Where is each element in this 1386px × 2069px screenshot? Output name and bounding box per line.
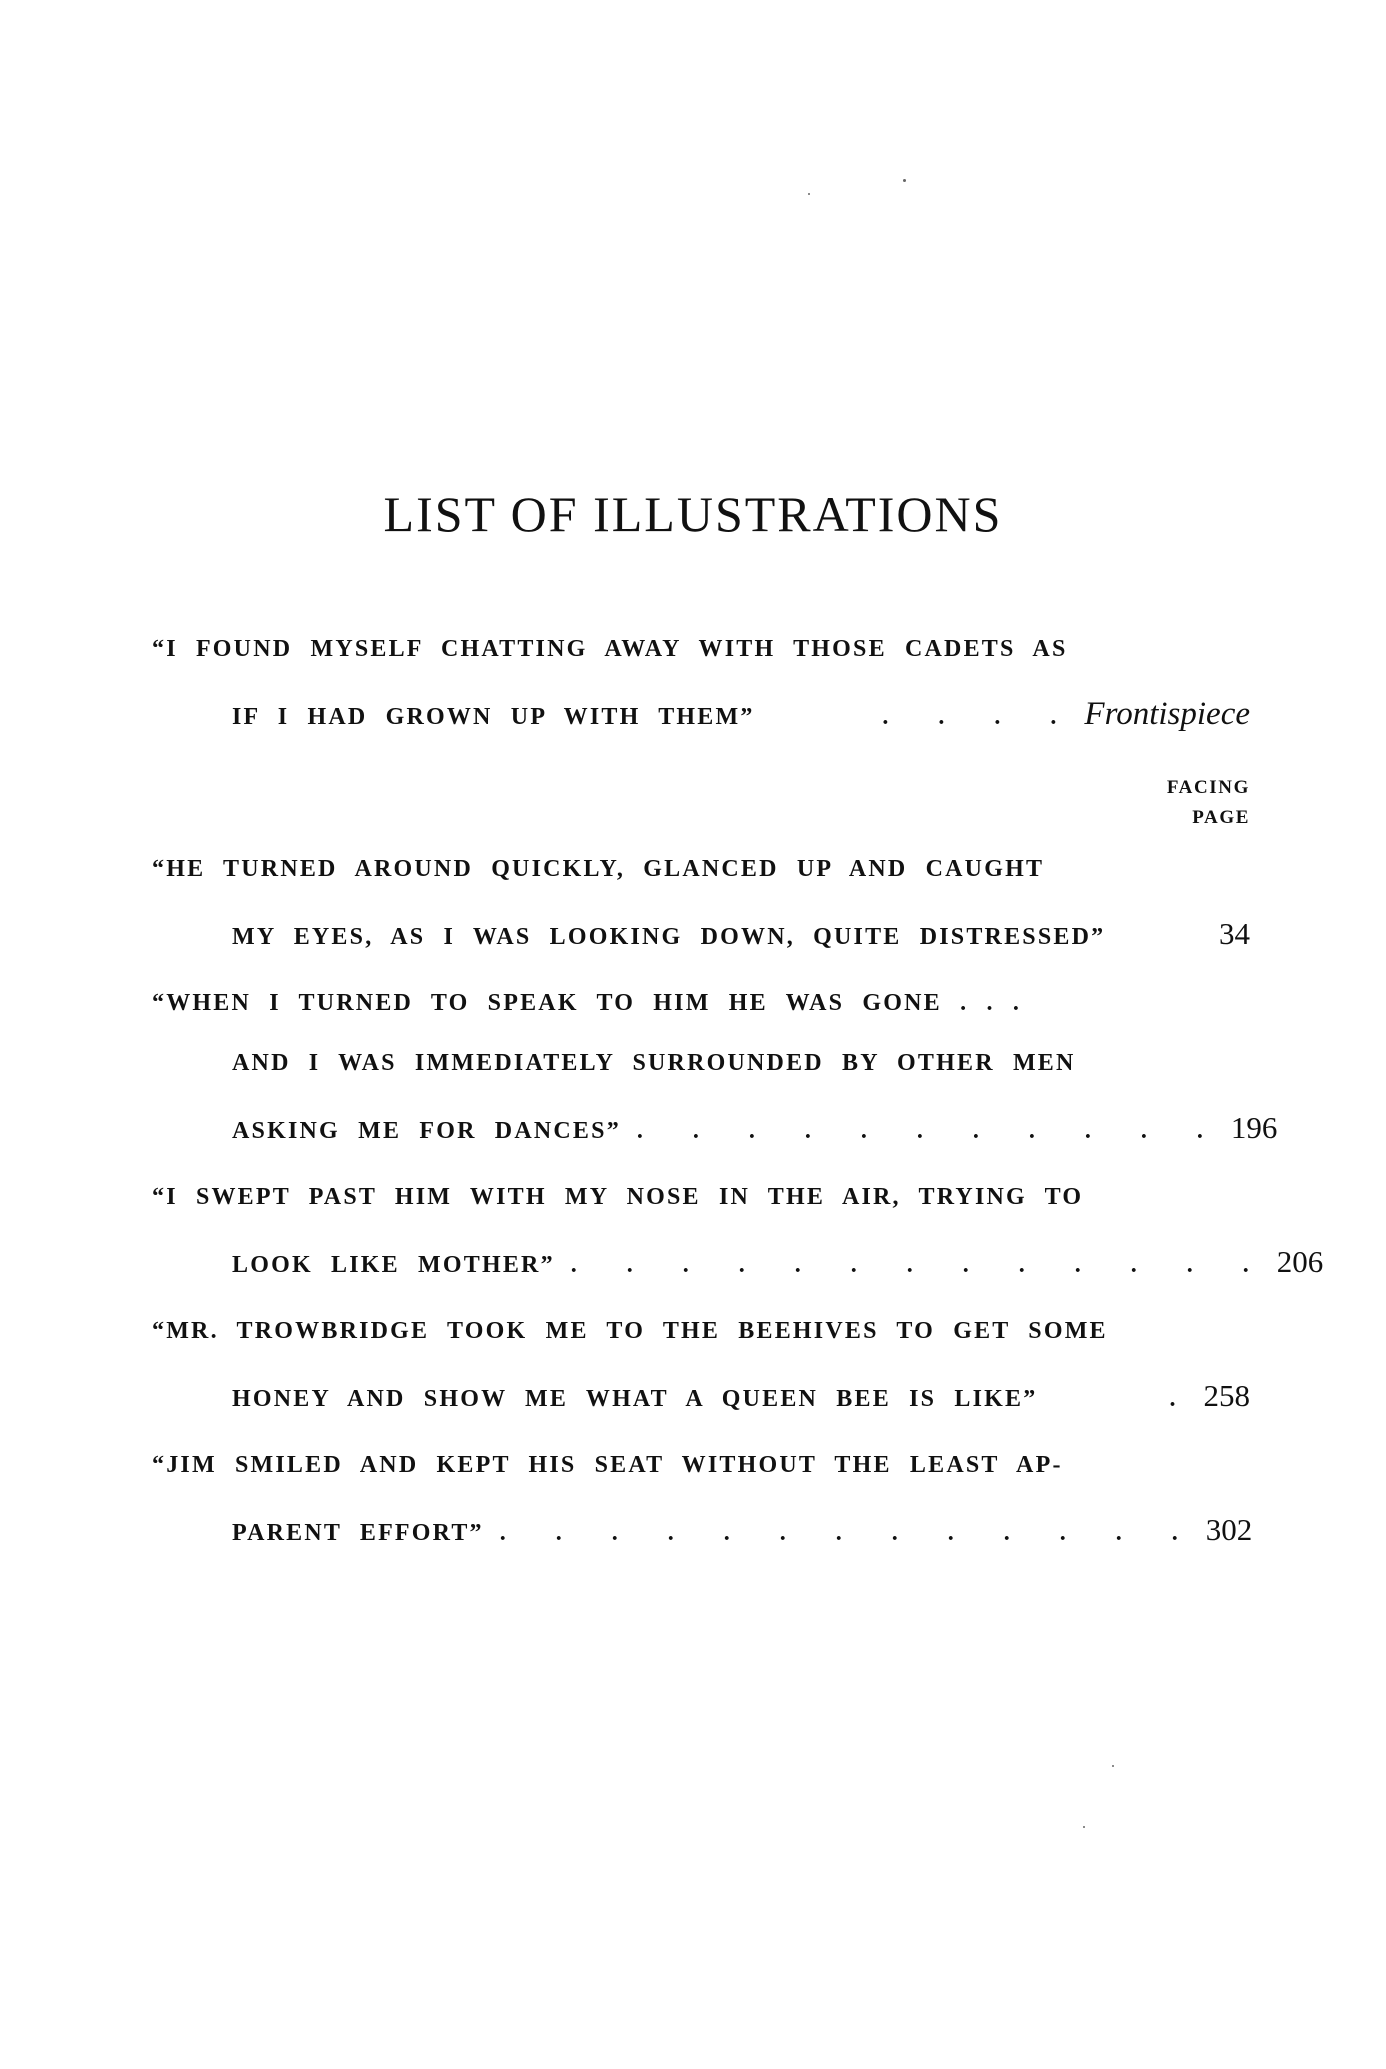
caption-text: IF I HAD GROWN UP WITH THEM” — [232, 704, 755, 730]
caption-text: AND I WAS IMMEDIATELY SURROUNDED BY OTHER MEN — [232, 1050, 1076, 1076]
illustration-caption-line — [152, 1318, 1250, 1345]
leader-dots: . . . . — [882, 704, 1079, 730]
page-number: 196 — [1230, 1110, 1278, 1145]
page-number: 302 — [1205, 1512, 1253, 1547]
illustration-caption-line — [152, 990, 1250, 1017]
page-label: PAGE — [1192, 807, 1250, 828]
illustration-caption-line — [232, 1244, 1324, 1280]
paper-speck — [1112, 1765, 1114, 1767]
illustration-caption-line — [232, 1512, 1253, 1548]
illustration-caption-line — [152, 1452, 1250, 1479]
page-number: 206 — [1276, 1244, 1324, 1279]
caption-text: “HE TURNED AROUND QUICKLY, GLANCED UP AND CAUGHT — [152, 856, 1045, 882]
page-number: 258 — [1203, 1378, 1250, 1413]
caption-text: “MR. TROWBRIDGE TOOK ME TO THE BEEHIVES TO GET SOME — [152, 1318, 1108, 1344]
caption-text: LOOK LIKE MOTHER” — [232, 1252, 555, 1278]
caption-text: ASKING ME FOR DANCES” — [232, 1118, 621, 1144]
page-number: 34 — [1219, 916, 1250, 951]
leader-dots: . — [1169, 1386, 1198, 1412]
caption-text: PARENT EFFORT” — [232, 1520, 484, 1546]
illustration-caption-line — [152, 856, 1250, 883]
illustration-caption-line — [232, 696, 1250, 733]
paper-speck — [808, 193, 810, 195]
facing-page-heading — [1167, 773, 1250, 833]
paper-speck — [1083, 1826, 1085, 1828]
leader-dots: . . . . . . . . . . . . . — [499, 1520, 1200, 1546]
illustration-caption-line — [232, 1378, 1250, 1414]
caption-text: “JIM SMILED AND KEPT HIS SEAT WITHOUT THE LEAST AP- — [152, 1452, 1063, 1478]
caption-text: MY EYES, AS I WAS LOOKING DOWN, QUITE DISTRESSED” — [232, 924, 1106, 950]
illustration-caption-line — [232, 916, 1250, 952]
caption-text: HONEY AND SHOW ME WHAT A QUEEN BEE IS LIKE” — [232, 1386, 1038, 1412]
leader-dots: . . . . . . . . . . . . . — [570, 1252, 1271, 1278]
illustration-caption-line — [152, 1184, 1250, 1211]
paper-speck — [903, 179, 906, 182]
page-title: LIST OF ILLUSTRATIONS — [383, 486, 1003, 542]
page-number: Frontispiece — [1084, 696, 1250, 732]
illustration-caption-line — [232, 1110, 1278, 1146]
caption-text: “I SWEPT PAST HIM WITH MY NOSE IN THE AIR, TRYING TO — [152, 1184, 1084, 1210]
caption-text: “I FOUND MYSELF CHATTING AWAY WITH THOSE CADETS AS — [152, 636, 1068, 662]
illustration-caption-line — [152, 636, 1250, 663]
caption-text: “WHEN I TURNED TO SPEAK TO HIM HE WAS GONE . . . — [152, 990, 1022, 1016]
facing-label: FACING — [1166, 777, 1250, 798]
leader-dots: . . . . . . . . . . . — [636, 1118, 1225, 1144]
illustration-caption-line — [232, 1050, 1250, 1077]
